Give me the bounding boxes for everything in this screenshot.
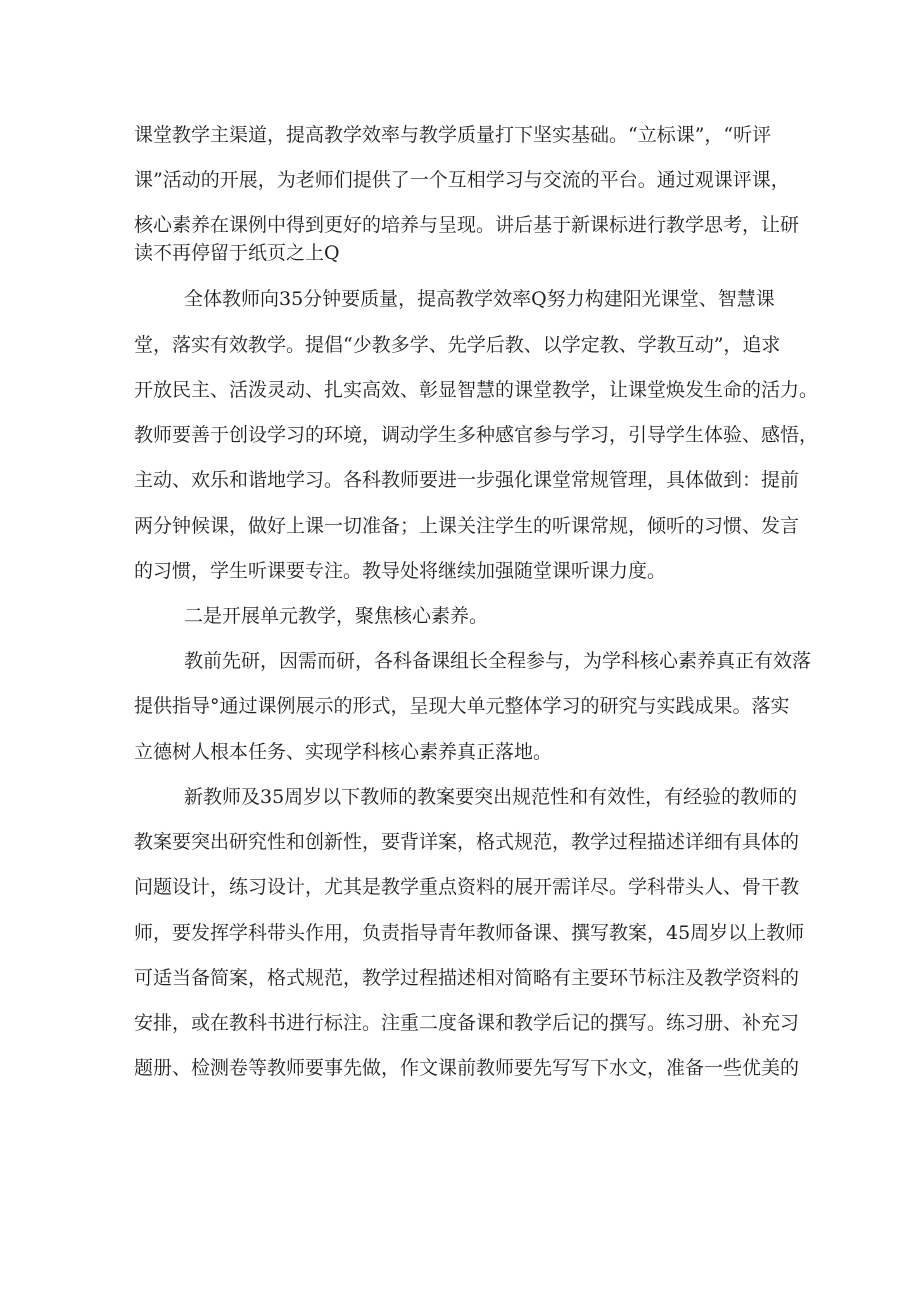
text-line: 安排，或在教科书进行标注。注重二度备课和教学后记的撰写。练习册、补充习 — [134, 1012, 800, 1034]
text-line: 题册、检测卷等教师要事先做，作文课前教师要先写写下水文，准备一些优美的 — [134, 1057, 800, 1079]
text-line: 立德树人根本任务、实现学科核心素养真正落地。 — [134, 741, 553, 763]
text-line: 新教师及35周岁以下教师的教案要突出规范性和有效性，有经验的教师的 — [184, 786, 798, 808]
text-line: 全体教师向35分钟要质量，提高教学效率Q努力构建阳光课堂、智慧课 — [184, 288, 775, 310]
text-line: 核心素养在课例中得到更好的培养与呈现。讲后基于新课标进行教学思考，让研 — [134, 214, 800, 236]
text-line: 师，要发挥学科带头作用，负责指导青年教师备课、撰写教案，45周岁以上教师 — [134, 922, 805, 944]
text-line: 课堂教学主渠道，提高教学效率与教学质量打下坚实基础。“立标课”，“听评 — [134, 124, 772, 146]
text-line: 堂，落实有效教学。提倡“少教多学、先学后教、以学定教、学教互动”，追求 — [134, 334, 781, 356]
text-line: 提供指导°通过课例展示的形式，呈现大单元整体学习的研究与实践成果。落实 — [134, 695, 790, 717]
text-line: 问题设计，练习设计，尤其是教学重点资料的展开需详尽。学科带头人、骨干教 — [134, 876, 800, 898]
text-line: 二是开展单元教学，聚焦核心素养。 — [184, 605, 489, 627]
text-line: 读不再停留于纸页之上Q — [134, 242, 340, 264]
text-line: 课”活动的开展，为老师们提供了一个互相学习与交流的平台。通过观课评课， — [134, 169, 790, 191]
text-line: 主动、欢乐和谐地学习。各科教师要进一步强化课堂常规管理，具体做到：提前 — [134, 469, 800, 491]
text-line: 教案要突出研究性和创新性，要背详案，格式规范，教学过程描述详细有具体的 — [134, 831, 800, 853]
text-line: 教前先研，因需而研，各科备课组长全程参与，为学科核心素养真正有效落 — [184, 650, 812, 672]
text-line: 教师要善于创设学习的环境，调动学生多种感官参与学习，引导学生体验、感悟， — [134, 424, 819, 446]
text-line: 可适当备简案，格式规范，教学过程描述相对简略有主要环节标注及教学资料的 — [134, 967, 800, 989]
text-line: 两分钟候课，做好上课一切准备；上课关注学生的听课常规，倾听的习惯、发言 — [134, 515, 800, 537]
text-line: 开放民主、活泼灵动、扎实高效、彰显智慧的课堂教学，让课堂焕发生命的活力。 — [134, 379, 819, 401]
text-line: 的习惯，学生听课要专注。教导处将继续加强随堂课听课力度。 — [134, 560, 667, 582]
